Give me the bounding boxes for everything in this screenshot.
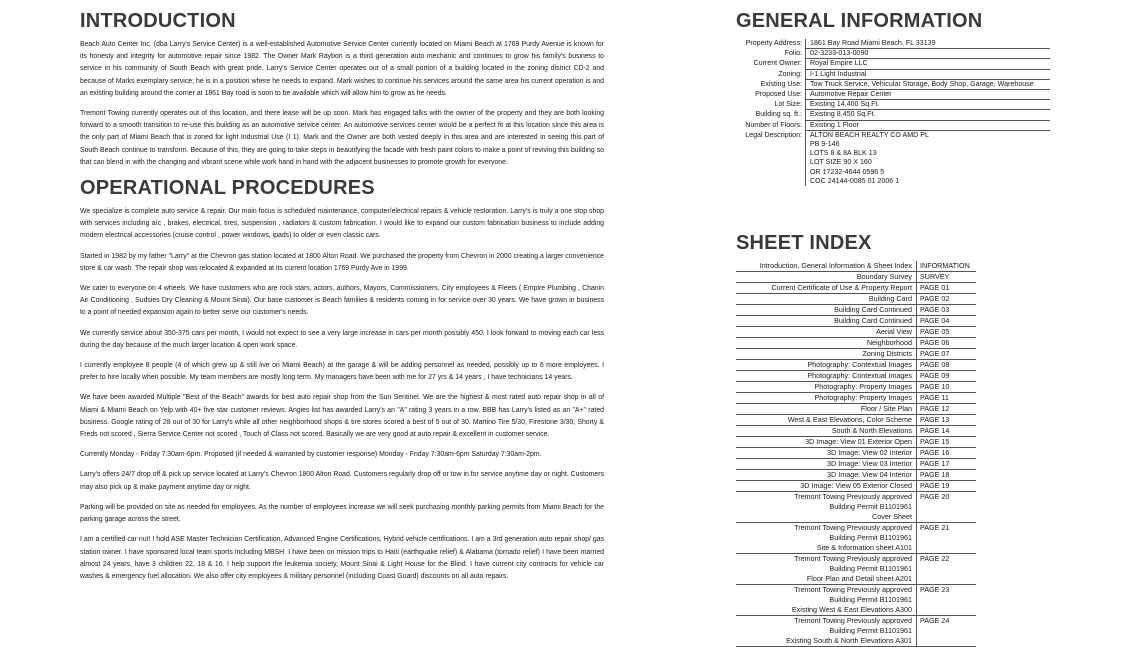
sheet-index-title-line: Tremont Towing Previously approved: [794, 616, 912, 626]
sheet-index-title-line: Aerial View: [876, 327, 912, 337]
sheet-index-page: PAGE 16: [917, 448, 976, 459]
general-info-row: [736, 110, 1056, 120]
sheet-index-page: PAGE 13: [917, 415, 976, 426]
sheet-index-title: [736, 305, 917, 316]
sheet-index-title-line: Building Permit B1101961: [829, 564, 912, 574]
sheet-index-title: [736, 404, 917, 415]
general-info-label: Zoning:: [736, 70, 806, 80]
general-info-label: Number of Floors:: [736, 121, 806, 131]
sheet-index-title: [736, 523, 917, 554]
general-information-table: [736, 39, 1056, 186]
sheet-index-row: [736, 371, 1056, 382]
sheet-index-title: [736, 261, 917, 272]
sheet-index-title: [736, 585, 917, 616]
general-info-row-legal: [736, 131, 1056, 186]
introduction-paragraph: Beach Auto Center Inc. (dba Larry's Service Center) is a well-established Automotive Service Center currently located on Miami Beach at 1769 Purdy Avenue is known for its honesty and integrity for automotive repair since 1982. The Owner Mark Raybon is a third generation auto mechanic and continues to grow his family's business to service in his community of South Beach with great pride. Larry's Service Center operates out of a small portion of a building located in the zoning district CD-2 and because of Marks exemplary service; he is in a position where he needs to expand. Mark wishes to continue his services around the same area his current operation is and an existing building around the corner at 1861 Bay road is soon to be available which will allow him to grow as he needs.: [80, 41, 604, 97]
sheet-index-page: PAGE 14: [917, 426, 976, 437]
general-info-label: Proposed Use:: [736, 90, 806, 100]
sheet-index-title-line: 3D Image: View 02 Interior: [827, 448, 912, 458]
sheet-index-page: PAGE 24: [917, 616, 976, 647]
sheet-index-title: [736, 415, 917, 426]
sheet-index-title-line: Building Permit B1101961: [829, 595, 912, 605]
sheet-index-title: [736, 294, 917, 305]
sheet-index-page: PAGE 22: [917, 554, 976, 585]
sheet-index-title-line: Neighborhood: [866, 338, 912, 348]
sheet-index-page: PAGE 11: [917, 393, 976, 404]
sheet-index-title-line: 3D Image: View 05 Exterior Closed: [800, 481, 912, 491]
sheet-index-title: [736, 360, 917, 371]
sheet-index-row: [736, 616, 1056, 647]
sheet-index-title-line: Introduction, General Information & Sheet Index: [759, 261, 912, 271]
general-info-value: Royal Empire LLC: [806, 59, 1050, 69]
legal-description-line: OR 17232-4644 0596 5: [810, 167, 885, 176]
sheet-index-title-line: 3D Image: View 03 Interior: [827, 459, 912, 469]
introduction-paragraph: Tremont Towing currently operates out of this location, and there lease will be up soon. Mark has engaged talks with the owner of the property and they are both looking forward to a smooth transition to re-use this building as an automotive service center. An automotive services center would be a perfect fit at this location since this area is the only part of Miami Beach that is zoned for light Industrial Use (I 1). Mark and the Owner are both vested deeply in this area and are interested in seeing this part of South Beach continue to transform. Because of this, they are going to take steps in beautifying the facade with fresh paint colors to make a point of reviving this building so that can blend in with the changing and vibrant scene while work hand in hand with the adjacent businesses to promote growth for everyone.: [80, 110, 604, 166]
legal-description-line: LOTS 8 & 8A BLK 13: [810, 149, 877, 158]
sheet-index-title: [736, 448, 917, 459]
sheet-index-title: [736, 459, 917, 470]
general-info-label: Existing Use:: [736, 80, 806, 90]
operational-paragraph: I am a certified car nut! I hold ASE Master Technician Certification, Advanced Engine Certifications, Hybrid vehicle certifications. I am a 3rd generation auto repair shop/ gas station owner. I have sponsored local team sports including MBSH. I have been on mission trips to Haiti (earthquake relief) & Alabama (tornado relief) I have been married almost 24 years, have 3 children 22, 18 & 16. I help support the leukemia society, Mount Sinai & Light House for the Blind. I have current city contracts for vehicle car washes & emergency fuel allocation. We also offer city employees & military personnel (including Coast Guard) discounts on all auto repairs.: [80, 536, 604, 580]
sheet-index-title-line: Building Card Continued: [834, 305, 912, 315]
legal-description-line: PB 9-146: [810, 140, 840, 149]
sheet-index-title-line: Building Permit B1101961: [829, 626, 912, 636]
sheet-index-page: PAGE 02: [917, 294, 976, 305]
sheet-index-title-line: 3D Image: View 01 Exterior Open: [805, 437, 912, 447]
sheet-index-page: PAGE 05: [917, 327, 976, 338]
sheet-index-row: [736, 261, 1056, 272]
general-info-label: Folio:: [736, 49, 806, 59]
general-info-value: Tow Truck Service, Vehicular Storage, Body Shop, Garage, Warehouse: [806, 80, 1050, 90]
operational-body: [80, 206, 604, 583]
sheet-index-title-line: Photography: Contextual Images: [807, 371, 912, 381]
sheet-index-title-line: Building Permit B1101961: [829, 533, 912, 543]
sheet-index-title-line: Building Permit B1101961: [829, 502, 912, 512]
sheet-index-title-line: Photography: Property Images: [814, 393, 912, 403]
sheet-index-row: [736, 437, 1056, 448]
sheet-index-row: [736, 481, 1056, 492]
sheet-index-title-line: Zoning Districts: [862, 349, 912, 359]
sheet-index-title: [736, 492, 917, 523]
general-information-heading: GENERAL INFORMATION: [736, 10, 983, 32]
general-info-row: [736, 100, 1056, 110]
general-info-value: Existing 8,450 Sq.Ft.: [806, 110, 1050, 120]
sheet-index-page: PAGE 21: [917, 523, 976, 554]
sheet-index-table: [736, 261, 1056, 647]
operational-paragraph: Started in 1982 by my father "Larry" at the Chevron gas station located at 1800 Alton Road. We purchased the property from Chevron in 2000 creating a larger convenience store & car wash. The repair shop was relocated & expanded at its current location 1769 Purdy Ave in 1999.: [80, 252, 604, 272]
introduction-body: [80, 39, 604, 169]
sheet-index-title-line: Boundary Survey: [856, 272, 912, 282]
general-info-row: [736, 59, 1056, 69]
operational-paragraph: We cater to everyone on 4 wheels. We have customers who are rock stars, actors, authors, Mayors, Commissioners, City employees & Fleets ( Empire Plumbing , Chanin Air Conditioning , Sudsies Dry Cleaning & Mount Sinai). Our base customer is Beach families & residents coming in for service over 30 years. We have grown in business to a point of needed expansion again to better serve our customer's needs.: [80, 285, 604, 317]
sheet-index-page: PAGE 10: [917, 382, 976, 393]
sheet-index-row: [736, 305, 1056, 316]
sheet-index-title-line: Existing South & North Elevations A301: [786, 636, 912, 646]
sheet-index-page: PAGE 03: [917, 305, 976, 316]
sheet-index-page: PAGE 17: [917, 459, 976, 470]
sheet-index-title: [736, 426, 917, 437]
sheet-index-row: [736, 459, 1056, 470]
operational-paragraph: We specialize is complete auto service & repair. Our main focus is scheduled maintenance, computer/electrical repairs & vehicle restoration. Larry's is truly a one stop shop with services including a/c , brakes, electrical, tires, suspension , radiators & custom fabrication. I would like to expand our custom fabrication business to include adding modern electrical accessories (cruise control , power windows, ipads) to older or even classic cars.: [80, 208, 604, 240]
left-column: [80, 10, 604, 591]
operational-heading: OPERATIONAL PROCEDURES: [80, 177, 375, 200]
legal-description-line: ALTON BEACH REALTY CO AMD PL: [810, 130, 929, 139]
operational-paragraph: I currently employee 8 people (4 of which grew up & still live on Miami Beach) at the garage & will be adding personnel as needed, possibly up to 6 more employees. I prefer to hire locally when possible. My team members are mostly long term. My managers have been with me for 27 yrs & 14 years , I have technicians 14 years.: [80, 362, 604, 382]
sheet-index-page: INFORMATION: [917, 261, 976, 272]
legal-description-line: COC 24144-0085 01 2006 1: [810, 176, 900, 185]
introduction-section: [80, 10, 604, 169]
sheet-index-row: [736, 585, 1056, 616]
legal-description-line: LOT SIZE 90 X 160: [810, 158, 872, 167]
sheet-index-title-line: Tremont Towing Previously approved: [794, 554, 912, 564]
sheet-index-title-line: South & North Elevations: [831, 426, 912, 436]
sheet-index-title: [736, 481, 917, 492]
general-info-value: I-1 Light Industrial: [806, 70, 1050, 80]
legal-description-value: [806, 131, 1050, 186]
sheet-index-page: PAGE 06: [917, 338, 976, 349]
general-info-row: [736, 121, 1056, 131]
general-info-label: Current Owner:: [736, 59, 806, 69]
sheet-index-title-line: Existing West & East Elevations A300: [791, 605, 912, 615]
legal-description-label: Legal Description:: [736, 131, 806, 186]
sheet-index-title: [736, 371, 917, 382]
sheet-index-row: [736, 415, 1056, 426]
sheet-index-title-line: Tremont Towing Previously approved: [794, 492, 912, 502]
sheet-index-page: PAGE 09: [917, 371, 976, 382]
sheet-index-page: PAGE 01: [917, 283, 976, 294]
sheet-index-row: [736, 294, 1056, 305]
operational-paragraph: Currently Monday - Friday 7:30am-6pm. Proposed (if needed & warranted by customer response) Monday - Friday 7:30am-6pm Saturday 7:30am-2pm.: [80, 451, 542, 459]
sheet-index-title-line: Site & Information sheet A101: [816, 543, 912, 553]
sheet-index-page: PAGE 12: [917, 404, 976, 415]
sheet-index-row: [736, 404, 1056, 415]
sheet-index-page: SURVEY: [917, 272, 976, 283]
sheet-index-row: [736, 554, 1056, 585]
sheet-index-page: PAGE 15: [917, 437, 976, 448]
sheet-index-row: [736, 316, 1056, 327]
sheet-index-page: PAGE 18: [917, 470, 976, 481]
sheet-index-page: PAGE 08: [917, 360, 976, 371]
operational-paragraph: We currently service about 350-375 cars per month, I would not expect to see a very large increase in cars per month possibly 450. I look forward to moving each car less during the day because of the much larger location & open work space.: [80, 329, 604, 349]
sheet-index-row: [736, 283, 1056, 294]
sheet-index-row: [736, 523, 1056, 554]
sheet-index-title-line: Building Card Continued: [834, 316, 912, 326]
general-info-label: Lot Size:: [736, 100, 806, 110]
operational-paragraph: Larry's offers 24/7 drop off & pick up service located at Larry's Chevron 1800 Alton Road. Customers regularly drop off or tow in for service anytime day or night. Customers may also pick up & make payment anytime day or night.: [80, 471, 604, 491]
sheet-index-row: [736, 448, 1056, 459]
sheet-index-row: [736, 327, 1056, 338]
sheet-index-title-line: West & East Elevations, Color Scheme: [787, 415, 912, 425]
general-info-row: [736, 70, 1056, 80]
sheet-index-page: PAGE 19: [917, 481, 976, 492]
general-info-value: Automotive Repair Center: [806, 90, 1050, 100]
sheet-index-row: [736, 349, 1056, 360]
sheet-index-title: [736, 272, 917, 283]
introduction-heading: INTRODUCTION: [80, 10, 236, 32]
general-info-value: Existing 14,400 Sq.Ft.: [806, 100, 1050, 110]
sheet-index-row: [736, 382, 1056, 393]
general-info-row: [736, 80, 1056, 90]
sheet-index-row: [736, 470, 1056, 481]
sheet-index-title-line: Tremont Towing Previously approved: [794, 585, 912, 595]
sheet-index-row: [736, 272, 1056, 283]
sheet-index-title-line: Cover Sheet: [872, 512, 912, 522]
sheet-index-row: [736, 393, 1056, 404]
sheet-index-title-line: Photography: Property Images: [814, 382, 912, 392]
general-info-row: [736, 49, 1056, 59]
general-info-value: 1861 Bay Road Miami Beach, FL 33139: [806, 39, 1050, 49]
sheet-index-title: [736, 338, 917, 349]
general-info-row: [736, 39, 1056, 49]
sheet-index-page: PAGE 04: [917, 316, 976, 327]
sheet-index-row: [736, 492, 1056, 523]
sheet-index-title: [736, 393, 917, 404]
sheet-index-title-line: Tremont Towing Previously approved: [794, 523, 912, 533]
sheet-index-title: [736, 327, 917, 338]
sheet-index-title: [736, 554, 917, 585]
sheet-index-row: [736, 360, 1056, 371]
sheet-index-row: [736, 426, 1056, 437]
general-info-value: 02-3233-013-0090: [806, 49, 1050, 59]
general-info-label: Property Address:: [736, 39, 806, 49]
sheet-index-title: [736, 349, 917, 360]
sheet-index-heading: SHEET INDEX: [736, 232, 872, 255]
operational-section: [80, 177, 604, 583]
sheet-index-section: [736, 232, 1056, 647]
operational-paragraph: Parking will be provided on site as needed for employees. As the number of employees increase we will seek purchasing monthly parking permits from Miami Beach for the parking garage across the street.: [80, 503, 604, 524]
general-info-row: [736, 90, 1056, 100]
sheet-index-title-line: Current Certificate of Use & Property Report: [771, 283, 912, 293]
sheet-index-title-line: 3D Image: View 04 Interior: [827, 470, 912, 480]
sheet-index-title: [736, 283, 917, 294]
operational-paragraph: We have been awarded Multiple "Best of the Beach" awards for best auto repair shop from the Sun Sentinel. We are the highest & most rated auto repair shop in all of Miami & Miami Beach on Yelp with 40+ five star customer reviews. Angies list has awarded Larry's an "A" rating 3 years in a row. BBB has Larry's listed as an "A+" rated business. Google rating of 28 out of 30 for Larry's while all other neighborhood shops & tire stores scored a best of 5 out of 30. Martino Tire 5/30, Firestone 3/30, Shorty & Freds not scored , Sierra Service Center not scored , Touch of Class not scored. Basically we are very good at auto repair & excellent in customer service.: [80, 394, 604, 439]
sheet-index-title: [736, 437, 917, 448]
sheet-index-title-line: Building Card: [868, 294, 912, 304]
sheet-index-title: [736, 382, 917, 393]
right-column: [736, 10, 1056, 647]
sheet-index-page: PAGE 07: [917, 349, 976, 360]
general-info-value: Existing 1 Floor: [806, 121, 1050, 131]
sheet-index-page: PAGE 20: [917, 492, 976, 523]
sheet-index-title: [736, 616, 917, 647]
sheet-index-title-line: Floor / Site Plan: [860, 404, 912, 414]
general-info-label: Building sq. ft.:: [736, 110, 806, 120]
sheet-index-title: [736, 470, 917, 481]
general-information-section: [736, 10, 1056, 186]
sheet-index-title-line: Photography: Contextual Images: [807, 360, 912, 370]
sheet-index-title-line: Floor Plan and Detail sheet A201: [806, 574, 912, 584]
sheet-index-page: PAGE 23: [917, 585, 976, 616]
sheet-index-title: [736, 316, 917, 327]
sheet-index-row: [736, 338, 1056, 349]
